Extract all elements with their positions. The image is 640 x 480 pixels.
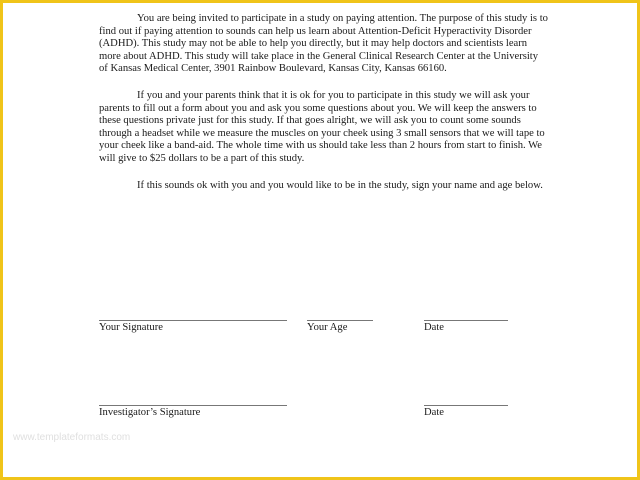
investigator-signature-label: Investigator’s Signature	[99, 407, 201, 418]
date-label-2: Date	[424, 407, 444, 418]
watermark: www.templateformats.com	[13, 432, 131, 443]
your-signature-line[interactable]	[99, 320, 287, 321]
your-age-label: Your Age	[307, 322, 348, 333]
your-signature-label: Your Signature	[99, 322, 163, 333]
investigator-signature-line[interactable]	[99, 405, 287, 406]
consent-document	[99, 13, 549, 192]
date-line-2[interactable]	[424, 405, 508, 406]
date-line-1[interactable]	[424, 320, 508, 321]
your-age-line[interactable]	[307, 320, 373, 321]
date-label-1: Date	[424, 322, 444, 333]
paragraph-consent: If this sounds ok with you and you would like to be in the study, sign your name and age below.	[137, 179, 543, 191]
paragraph-procedure: If you and your parents think that it is ok for you to participate in this study we will ask your parents to fill out a form about you and ask you some questions about you. We will keep the answers to these questions private just for this study. If that goes alright, we will ask you to count some sounds through a headset while we measure the muscles on your cheek using 3 small sensors that we will tape to your cheek like a band-aid. The whole time with us should take less than 2 hours from start to finish. We will give to $25 dollars to be a part of this study.	[99, 89, 545, 164]
paragraph-purpose: You are being invited to participate in a study on paying attention. The purpose of this study is to find out if paying attention to sounds can help us learn about Attention-Deficit Hyperactivity Disorder (ADHD). This study may not be able to help you directly, but it may help doctors and scientists learn more about ADHD. This study will take place in the General Clinical Research Center at the University of Kansas Medical Center, 3901 Rainbow Boulevard, Kansas City, Kansas 66160.	[99, 13, 548, 75]
